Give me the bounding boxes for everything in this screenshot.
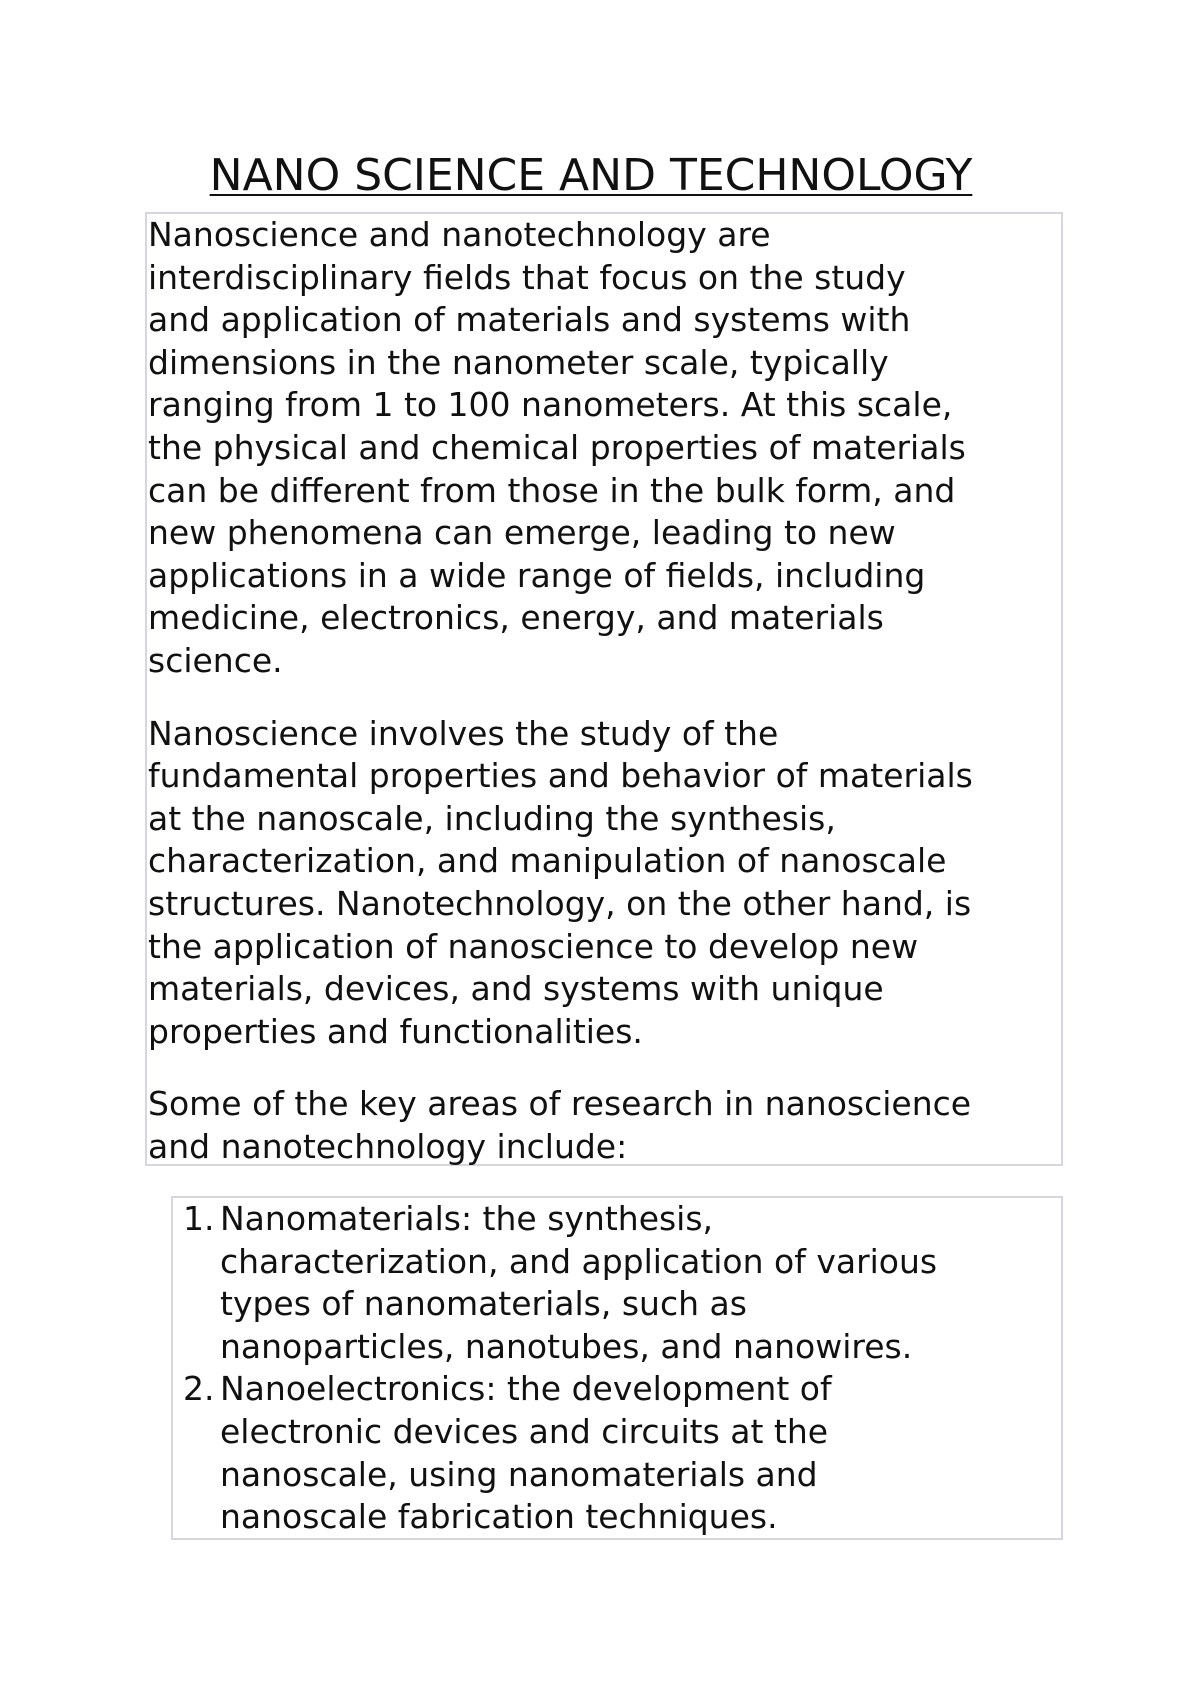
- list-number: 1.: [183, 1199, 215, 1238]
- text-line: Nanoelectronics: the development of: [220, 1369, 832, 1409]
- text-line: nanoparticles, nanotubes, and nanowires.: [220, 1326, 913, 1366]
- text-line: new phenomena can emerge, leading to new: [148, 513, 896, 553]
- list-item: [173, 1368, 1061, 1538]
- text-line: materials, devices, and systems with unique: [148, 969, 884, 1009]
- text-line: nanoscale fabrication techniques.: [220, 1497, 778, 1537]
- text-line: Nanoscience involves the study of the: [148, 713, 779, 753]
- text-line: and nanotechnology include:: [148, 1126, 628, 1166]
- paragraph: [148, 713, 1061, 1054]
- text-line: nanoscale, using nanomaterials and: [220, 1454, 818, 1494]
- text-line: Nanoscience and nanotechnology are: [148, 215, 771, 254]
- text-line: properties and functionalities.: [148, 1011, 643, 1051]
- paragraph: [148, 1083, 1061, 1168]
- text-line: at the nanoscale, including the synthesis,: [148, 798, 836, 838]
- text-line: fundamental properties and behavior of materials: [148, 756, 973, 796]
- text-line: Some of the key areas of research in nanoscience: [148, 1084, 972, 1124]
- text-line: applications in a wide range of fields, including: [148, 555, 926, 595]
- text-line: interdisciplinary fields that focus on the study: [148, 257, 906, 297]
- text-line: medicine, electronics, energy, and materials: [148, 598, 884, 638]
- text-line: structures. Nanotechnology, on the other hand, is: [148, 883, 972, 923]
- text-line: Nanomaterials: the synthesis,: [220, 1199, 714, 1238]
- text-line: characterization, and application of various: [220, 1241, 938, 1281]
- text-line: the application of nanoscience to develop new: [148, 926, 919, 966]
- intro-text-box: [145, 212, 1063, 1166]
- text-line: ranging from 1 to 100 nanometers. At this scale,: [148, 385, 953, 425]
- text-line: can be different from those in the bulk form, and: [148, 470, 956, 510]
- numbered-list-box: [171, 1196, 1063, 1540]
- numbered-list: [173, 1198, 1061, 1539]
- text-line: and application of materials and systems with: [148, 300, 911, 340]
- text-line: types of nanomaterials, such as: [220, 1284, 747, 1324]
- list-item: [173, 1198, 1061, 1368]
- text-line: science.: [148, 640, 283, 680]
- text-line: dimensions in the nanometer scale, typically: [148, 342, 889, 382]
- text-line: characterization, and manipulation of nanoscale: [148, 841, 947, 881]
- text-line: the physical and chemical properties of materials: [148, 427, 966, 467]
- list-number: 2.: [183, 1369, 215, 1409]
- paragraph: [148, 214, 1061, 683]
- text-line: electronic devices and circuits at the: [220, 1411, 829, 1451]
- document-title: NANO SCIENCE AND TECHNOLOGY: [209, 150, 973, 201]
